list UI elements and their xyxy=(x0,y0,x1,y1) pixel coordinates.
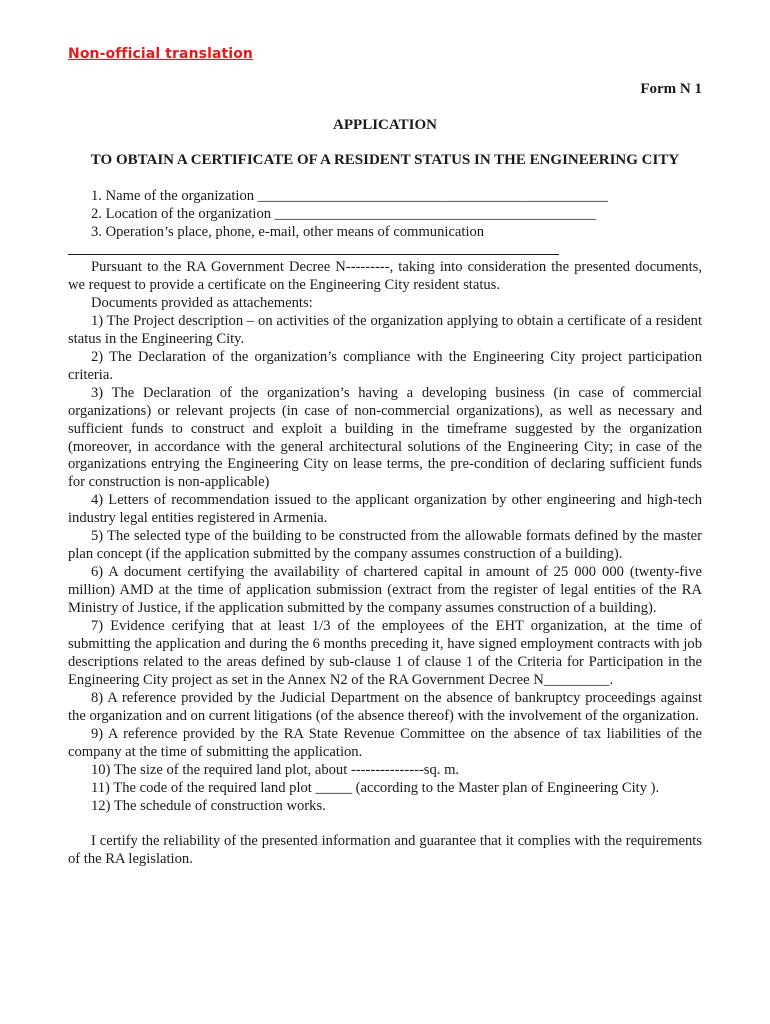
attachment-item: 4) Letters of recommendation issued to the applicant organization by other engineering and high-tech industry legal entities registered in Armenia. xyxy=(68,492,702,527)
attachment-item: 1) The Project description – on activities of the organization applying to obtain a certificate of a resident status in the Engineering City. xyxy=(68,312,702,347)
application-subtitle: TO OBTAIN A CERTIFICATE OF A RESIDENT STATUS IN THE ENGINEERING CITY xyxy=(90,152,680,168)
field-organization-location: 2. Location of the organization ____________________________________________ xyxy=(91,205,596,222)
attachment-item: 9) A reference provided by the RA State Revenue Committee on the absence of tax liabilities of the company at the time of submitting the application. xyxy=(68,725,702,760)
application-title: APPLICATION xyxy=(333,117,437,133)
attachment-item: 7) Evidence cerifying that at least 1/3 of the employees of the EHT organization, at the time of submitting the application and during the 6 months preceding it, have signed employment contracts with job descriptions related to the areas defined by sub-clause 1 of clause 1 of the Criteria for Participation in the Engineering City project as set in the Annex N2 of the RA Government Decree N_________. xyxy=(68,618,702,688)
attachment-item: 11) The code of the required land plot _____ (according to the Master plan of Engineering City ). xyxy=(91,779,660,796)
attachment-item: 6) A document certifying the availability of chartered capital in amount of 25 000 000 (twenty-five million) AMD at the time of application submission (extract from the register of legal entities of the RA Ministry of Justice, if the application submitted by the company assumes construction of a building). xyxy=(68,564,702,617)
organization-fields xyxy=(91,188,608,241)
certification-statement: I certify the reliability of the presented information and guarantee that it complies with the requirements of the RA legislation. xyxy=(68,833,702,868)
attachment-item: 2) The Declaration of the organization’s compliance with the Engineering City project participation criteria. xyxy=(68,348,702,383)
field-organization-name: 1. Name of the organization ________________________________________________ xyxy=(91,188,608,204)
field-operation-contacts: 3. Operation’s place, phone, e-mail, other means of communication xyxy=(91,223,485,240)
attachments-heading: Documents provided as attachements: xyxy=(91,294,313,311)
attachment-item: 8) A reference provided by the Judicial Department on the absence of bankruptcy proceedings against the organization and on current litigations (of the absence thereof) with the involvement of the organization. xyxy=(68,689,702,724)
non-official-translation-label: Non-official translation xyxy=(68,46,253,62)
form-number: Form N 1 xyxy=(640,81,702,97)
attachment-item: 10) The size of the required land plot, about ---------------sq. m. xyxy=(91,761,460,778)
attachment-item: 12) The schedule of construction works. xyxy=(91,797,326,814)
application-body xyxy=(68,259,702,869)
contacts-underline xyxy=(68,254,559,255)
attachment-item: 3) The Declaration of the organization’s having a developing business (in case of commercial organizations) or relevant projects (in case of non-commercial organizations), as well as necessary and sufficient funds to construct and exploit a building in the timeframe suggested by the organization (moreover, in accordance with the general architectural solutions of the Engineering City; in case of the organizations entrying the Engineering City on lease terms, the pre-condition of declaring sufficient funds for construction is non-applicable) xyxy=(68,384,702,491)
attachment-item: 5) The selected type of the building to be constructed from the allowable formats defined by the master plan concept (if the application submitted by the company assumes construction of a building). xyxy=(68,528,702,563)
request-paragraph: Pursuant to the RA Government Decree N---------, taking into consideration the presented documents, we request to provide a certificate on the Engineering City resident status. xyxy=(68,259,702,293)
